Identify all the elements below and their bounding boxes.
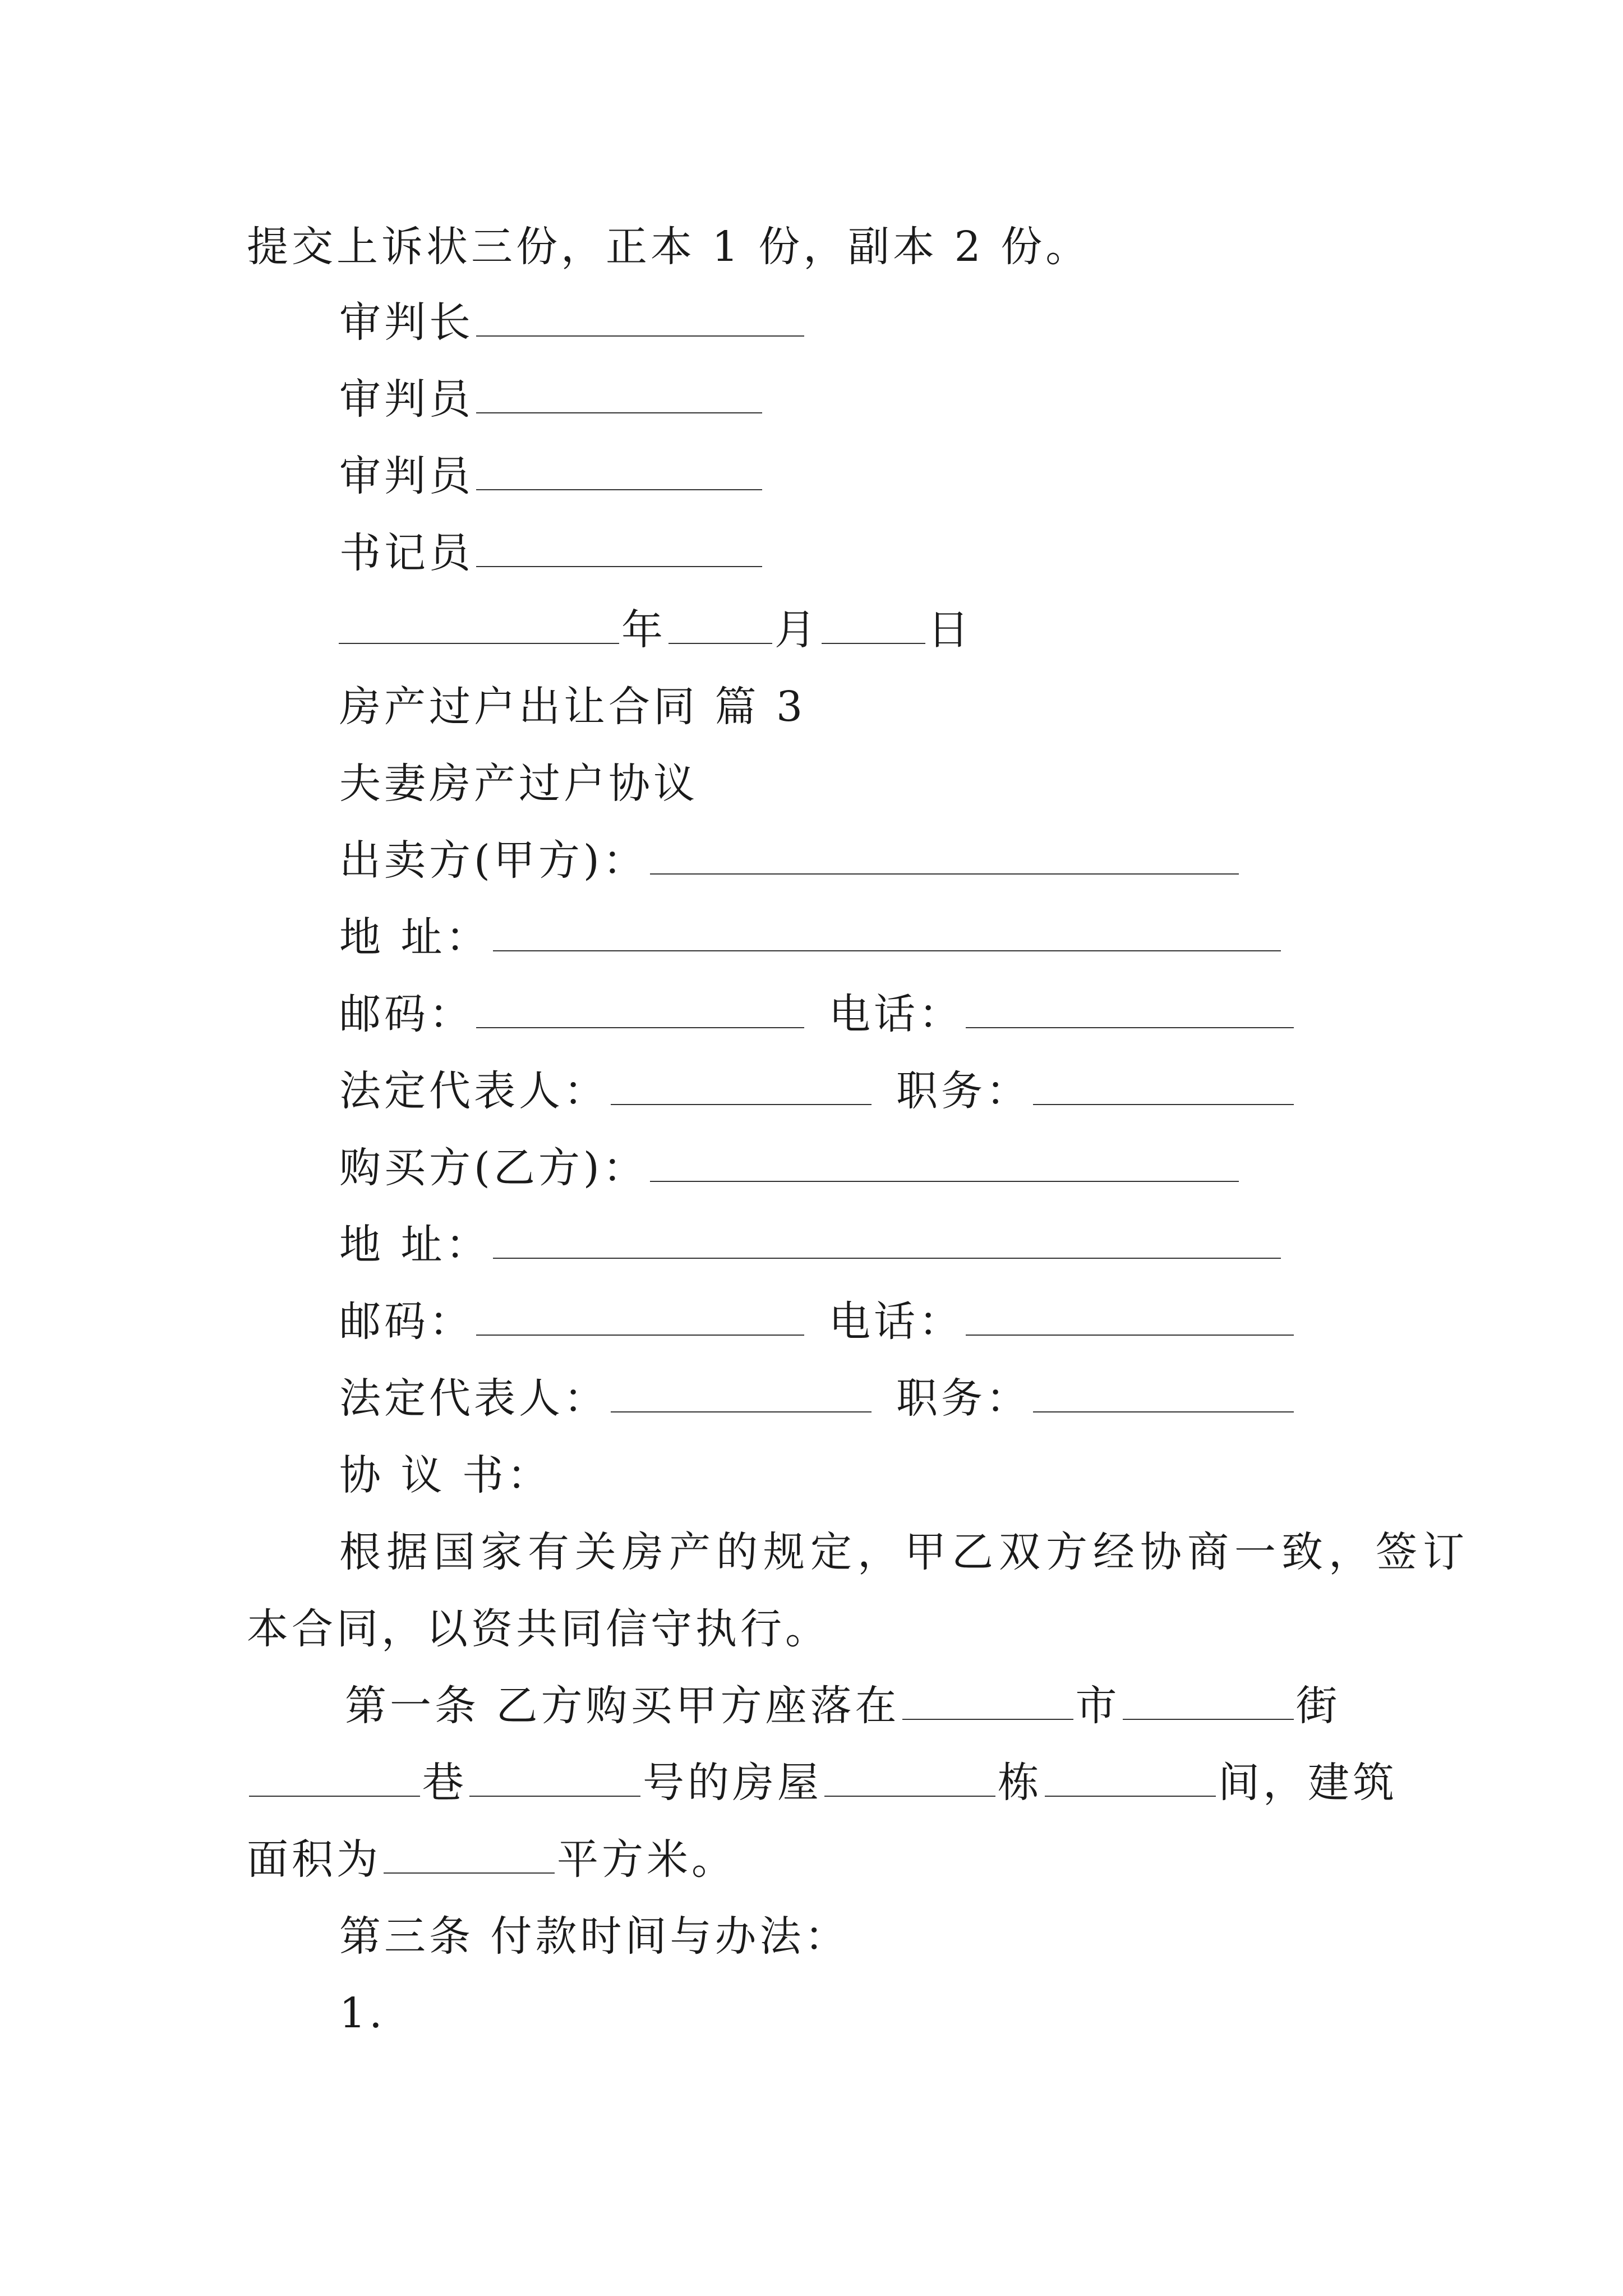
date-month-blank — [668, 608, 772, 644]
agreement-title — [339, 758, 698, 809]
seller-postcode-blank — [476, 992, 804, 1028]
judge-chief-line — [339, 297, 806, 348]
article-1-text-5: 号的房屋 — [643, 1759, 822, 1807]
seller-line — [339, 835, 1241, 886]
building-blank — [824, 1761, 995, 1797]
buyer-legal-rep-blank — [611, 1377, 872, 1412]
paragraph-1-text-1: 根据国家有关房产的规定，甲乙双方经协商一致，签订 — [339, 1528, 1470, 1576]
city-blank — [902, 1684, 1073, 1720]
appeal-copies-line — [247, 222, 1090, 272]
date-year-label: 年 — [621, 606, 666, 654]
seller-blank — [650, 839, 1239, 875]
number-blank — [469, 1761, 640, 1797]
article-3-text: 第三条 付款时间与办法： — [339, 1912, 850, 1961]
buyer-phone-label: 电话： — [829, 1297, 963, 1346]
agreement-heading-text: 协 议 书： — [339, 1451, 552, 1499]
buyer-legal-rep-line — [339, 1373, 1296, 1424]
seller-label: 出卖方(甲方)： — [339, 836, 648, 885]
buyer-address-blank — [493, 1223, 1281, 1259]
section-title — [339, 682, 806, 732]
street-blank — [1123, 1684, 1294, 1720]
judge-1-blank — [476, 378, 762, 413]
clerk-line — [339, 528, 764, 578]
paragraph-1-text-2: 本合同，以资共同信守执行。 — [247, 1605, 830, 1653]
buyer-position-label: 职务： — [896, 1374, 1031, 1423]
paragraph-1-line-2 — [247, 1604, 830, 1654]
buyer-contact-line — [339, 1296, 1296, 1347]
article-1-text-7: 间，建筑 — [1218, 1759, 1398, 1807]
judge-1-line — [339, 374, 764, 425]
buyer-line — [339, 1143, 1241, 1193]
article-1-line-3 — [247, 1834, 736, 1885]
article-3-line — [339, 1911, 850, 1962]
date-line — [336, 605, 972, 655]
article-1-text-4: 巷 — [422, 1759, 467, 1807]
buyer-legal-rep-label: 法定代表人： — [339, 1374, 608, 1423]
seller-address-line — [339, 912, 1283, 963]
seller-legal-rep-label: 法定代表人： — [339, 1067, 608, 1115]
seller-address-label: 地 址： — [339, 913, 491, 961]
date-year-blank — [339, 608, 619, 644]
judge-1-label: 审判员 — [339, 375, 474, 424]
article-1-text-8: 面积为 — [247, 1835, 381, 1884]
judge-2-line — [339, 451, 764, 501]
buyer-position-blank — [1033, 1377, 1294, 1412]
buyer-address-line — [339, 1220, 1283, 1270]
clerk-blank — [476, 531, 762, 567]
article-1-line-1 — [345, 1681, 1341, 1731]
article-1-text-1: 第一条 乙方购买甲方座落在 — [345, 1682, 900, 1730]
judge-2-label: 审判员 — [339, 452, 474, 500]
item-1-text: 1. — [339, 1989, 386, 2037]
article-1-text-2: 市 — [1075, 1682, 1121, 1730]
buyer-phone-blank — [966, 1300, 1294, 1336]
buyer-postcode-blank — [476, 1300, 804, 1336]
date-month-label: 月 — [774, 606, 819, 654]
buyer-postcode-label: 邮码： — [339, 1297, 474, 1346]
date-day-blank — [822, 608, 925, 644]
area-blank — [384, 1838, 555, 1874]
appeal-copies-text: 提交上诉状三份，正本 1 份，副本 2 份。 — [247, 223, 1091, 271]
item-1-line — [339, 1988, 386, 2039]
buyer-address-label: 地 址： — [339, 1221, 491, 1269]
room-blank — [1045, 1761, 1216, 1797]
article-1-text-3: 街 — [1295, 1682, 1341, 1730]
seller-legal-rep-line — [339, 1066, 1296, 1116]
agreement-title-text: 夫妻房产过户协议 — [339, 760, 698, 808]
date-day-label: 日 — [928, 606, 972, 654]
article-1-text-9: 平方米。 — [557, 1835, 736, 1884]
lane-blank — [249, 1761, 420, 1797]
seller-postcode-label: 邮码： — [339, 990, 474, 1038]
article-1-text-6: 栋 — [998, 1759, 1043, 1807]
judge-chief-blank — [476, 301, 804, 337]
seller-address-blank — [493, 915, 1281, 951]
judge-2-blank — [476, 454, 762, 490]
clerk-label: 书记员 — [339, 529, 474, 577]
seller-phone-label: 电话： — [829, 990, 963, 1038]
seller-position-label: 职务： — [896, 1067, 1031, 1115]
seller-position-blank — [1033, 1069, 1294, 1105]
agreement-heading — [339, 1450, 552, 1501]
paragraph-1-line-1 — [339, 1527, 1470, 1577]
section-title-text: 房产过户出让合同 篇 3 — [339, 683, 806, 731]
buyer-blank — [650, 1146, 1239, 1182]
article-1-line-2 — [247, 1757, 1398, 1808]
buyer-label: 购买方(乙方)： — [339, 1144, 648, 1192]
seller-legal-rep-blank — [611, 1069, 872, 1105]
seller-phone-blank — [966, 992, 1294, 1028]
seller-contact-line — [339, 989, 1296, 1039]
judge-chief-label: 审判长 — [339, 298, 474, 347]
